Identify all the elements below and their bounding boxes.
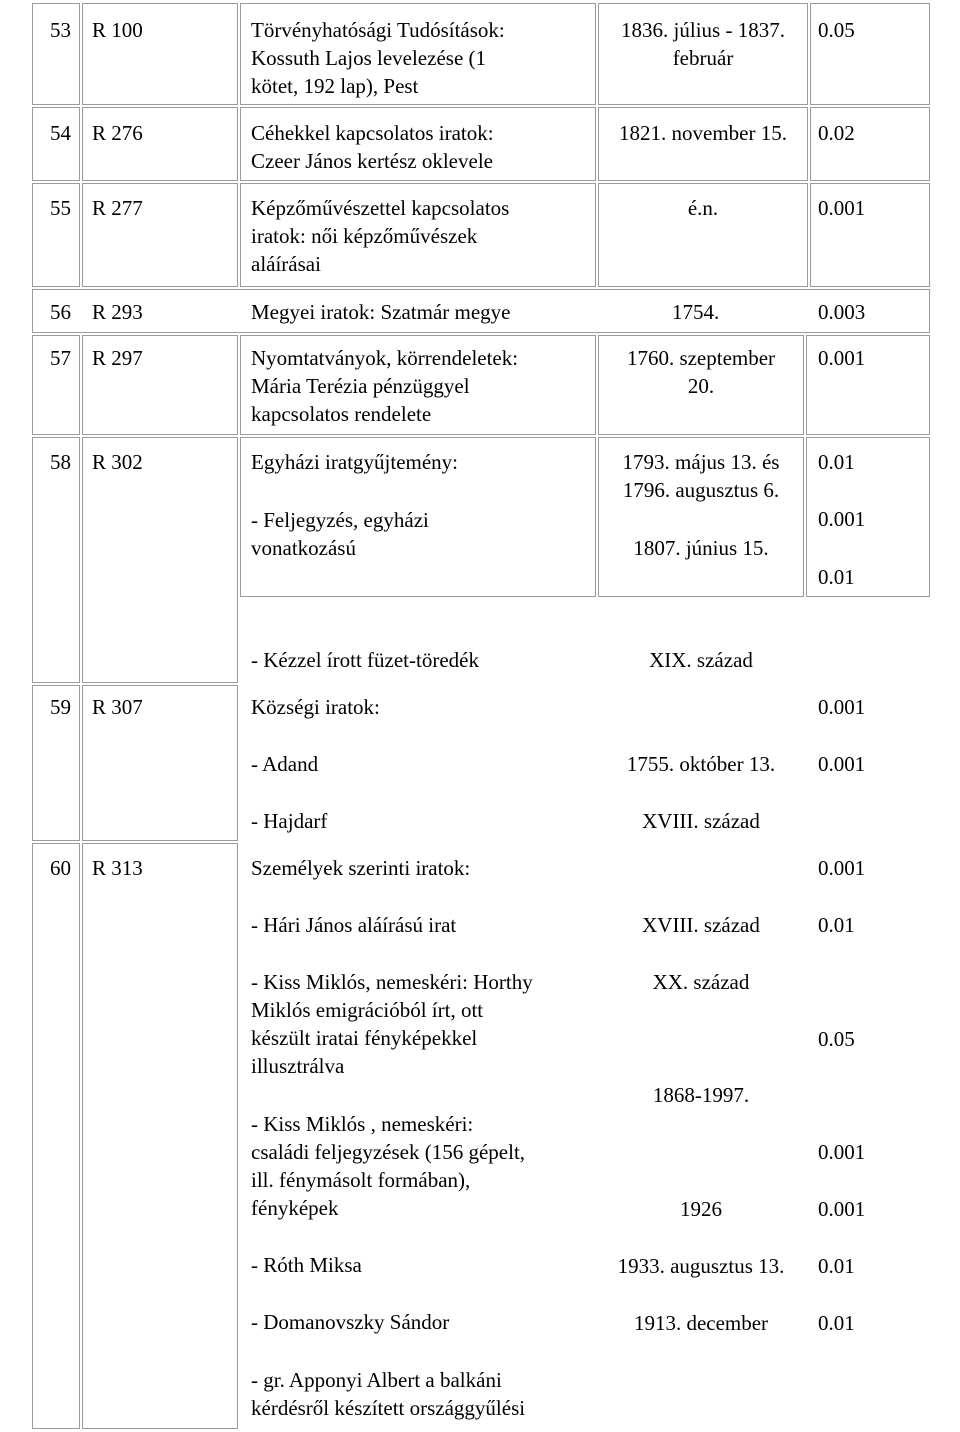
size-value: 0.001: [818, 1140, 866, 1164]
description-line: Miklós emigrációból írt, ott: [251, 998, 484, 1022]
date-line: XVIII. század: [642, 913, 760, 937]
date-line: 20.: [687, 374, 715, 398]
reference-code: R 276: [92, 121, 143, 145]
size-value: 0.001: [818, 346, 866, 370]
row-number: 58: [50, 450, 71, 474]
size-value: 0.01: [818, 1311, 855, 1335]
description-line: családi feljegyzések (156 gépelt,: [251, 1140, 526, 1164]
description-line: illusztrálva: [251, 1054, 345, 1078]
description-line: - Kiss Miklós, nemeskéri: Horthy: [251, 970, 533, 994]
date-line: 1807. június 15.: [633, 536, 769, 560]
description-line: Mária Terézia pénzüggyel: [251, 374, 470, 398]
description-line: - Hajdarf: [251, 809, 328, 833]
date-line: XX. század: [652, 970, 750, 994]
description-line: - Róth Miksa: [251, 1253, 362, 1277]
date-line: 1933. augusztus 13.: [617, 1254, 785, 1278]
reference-code: R 313: [92, 856, 143, 880]
size-value: 0.05: [818, 18, 855, 42]
row-number: 57: [50, 346, 71, 370]
description-line: - Hári János aláírású irat: [251, 913, 457, 937]
description-line: Megyei iratok: Szatmár megye: [251, 300, 511, 324]
reference-code: R 307: [92, 695, 143, 719]
date-line: XIX. század: [649, 648, 753, 672]
size-value: 0.001: [818, 695, 866, 719]
description-line: - Domanovszky Sándor: [251, 1310, 450, 1334]
reference-code: R 302: [92, 450, 143, 474]
description-line: Czeer János kertész oklevele: [251, 149, 493, 173]
row-number: 55: [50, 196, 71, 220]
description-line: vonatkozású: [251, 536, 356, 560]
date-line: 1913. december: [633, 1311, 769, 1335]
description-line: kérdésről készített országgyűlési: [251, 1396, 526, 1420]
date-line: február: [672, 46, 734, 70]
row-number: 56: [50, 300, 71, 324]
size-value: 0.001: [818, 196, 866, 220]
description-line: kötet, 192 lap), Pest: [251, 74, 419, 98]
table-row: [82, 843, 238, 1429]
description-line: kapcsolatos rendelete: [251, 402, 432, 426]
date-line: 1793. május 13. és: [622, 450, 780, 474]
description-line: Nyomtatványok, körrendeletek:: [251, 346, 519, 370]
table-row: [32, 843, 80, 1429]
reference-code: R 293: [92, 300, 143, 324]
reference-code: R 297: [92, 346, 143, 370]
description-line: Céhekkel kapcsolatos iratok:: [251, 121, 494, 145]
row-number: 54: [50, 121, 71, 145]
date-line: 1754.: [672, 300, 720, 324]
date-line: 1868-1997.: [652, 1083, 750, 1107]
size-value: 0.01: [818, 565, 855, 589]
description-line: ill. fénymásolt formában),: [251, 1168, 471, 1192]
description-line: készült iratai fényképekkel: [251, 1026, 478, 1050]
date-line: XVIII. század: [642, 809, 760, 833]
size-value: 0.01: [818, 450, 855, 474]
size-value: 0.05: [818, 1027, 855, 1051]
description-line: Törvényhatósági Tudósítások:: [251, 18, 505, 42]
description-line: - gr. Apponyi Albert a balkáni: [251, 1368, 502, 1392]
description-line: Egyházi iratgyűjtemény:: [251, 450, 459, 474]
date-line: 1926: [680, 1197, 722, 1221]
size-value: 0.02: [818, 121, 855, 145]
description-line: Képzőművészettel kapcsolatos: [251, 196, 510, 220]
size-value: 0.001: [818, 752, 866, 776]
date-line: 1836. július - 1837.: [621, 18, 785, 42]
reference-code: R 277: [92, 196, 143, 220]
size-value: 0.01: [818, 913, 855, 937]
row-number: 59: [50, 695, 71, 719]
size-value: 0.01: [818, 1254, 855, 1278]
size-value: 0.001: [818, 856, 866, 880]
description-line: - Adand: [251, 752, 319, 776]
date-line: 1821. november 15.: [619, 121, 787, 145]
description-line: Községi iratok:: [251, 695, 380, 719]
reference-code: R 100: [92, 18, 143, 42]
description-line: Kossuth Lajos levelezése (1: [251, 46, 487, 70]
date-line: é.n.: [687, 196, 719, 220]
date-line: 1755. október 13.: [626, 752, 776, 776]
description-line: fényképek: [251, 1196, 339, 1220]
size-value: 0.001: [818, 1197, 866, 1221]
description-line: - Kézzel írott füzet-töredék: [251, 648, 479, 672]
description-line: - Feljegyzés, egyházi: [251, 508, 429, 532]
row-number: 53: [50, 18, 71, 42]
description-line: iratok: női képzőművészek: [251, 224, 478, 248]
description-line: - Kiss Miklós , nemeskéri:: [251, 1112, 474, 1136]
size-value: 0.003: [818, 300, 866, 324]
description-line: aláírásai: [251, 252, 321, 276]
date-line: 1760. szeptember: [626, 346, 776, 370]
size-value: 0.001: [818, 507, 866, 531]
description-line: Személyek szerinti iratok:: [251, 856, 471, 880]
row-number: 60: [50, 856, 71, 880]
date-line: 1796. augusztus 6.: [622, 478, 780, 502]
